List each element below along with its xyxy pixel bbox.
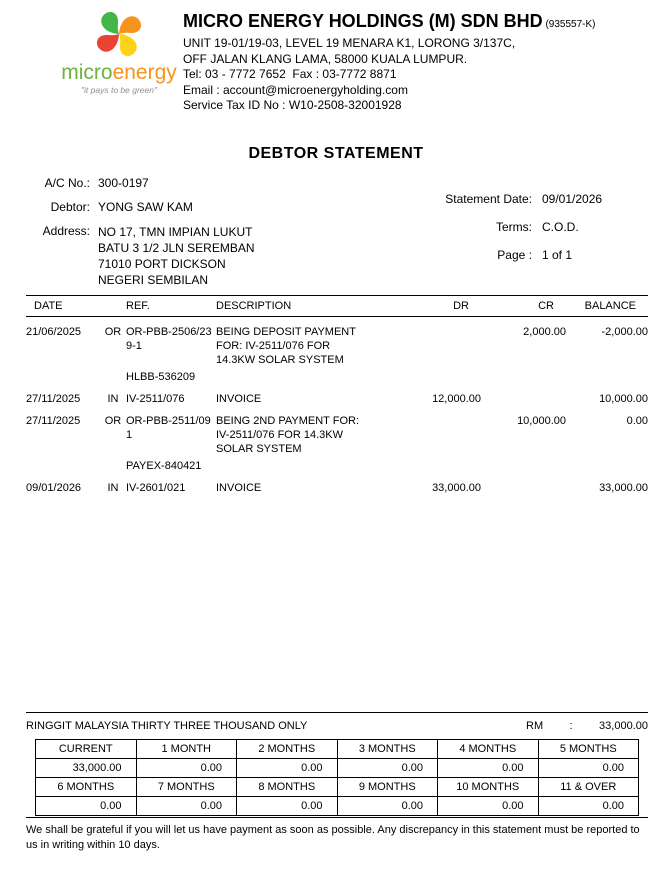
aging-header-cell: 11 & OVER: [538, 778, 639, 797]
aging-value-cell: 0.00: [36, 797, 137, 816]
transaction-rows: [26, 317, 648, 495]
aging-header-row: [36, 778, 639, 797]
address-label: Address:: [42, 224, 90, 238]
company-registration-number: (935557-K): [542, 19, 596, 30]
cell-cr: 2,000.00: [523, 326, 566, 338]
aging-value-cell: 0.00: [438, 797, 539, 816]
debtor-address: [98, 224, 360, 288]
address-line: 71010 PORT DICKSON: [98, 257, 226, 271]
aging-header-cell: 1 MONTH: [136, 740, 237, 759]
table-row: [26, 384, 648, 406]
statement-date-label: Statement Date:: [445, 192, 532, 206]
cell-ref: OR-PBB-2511/091: [126, 415, 211, 441]
aging-table: [35, 739, 639, 816]
debtor-label: Debtor:: [50, 200, 90, 214]
aging-header-cell: 10 MONTHS: [438, 778, 539, 797]
debtor-value: YONG SAW KAM: [98, 200, 193, 214]
aging-value-cell: 0.00: [237, 797, 338, 816]
cell-dr: 33,000.00: [432, 482, 481, 494]
cell-balance: 10,000.00: [599, 393, 648, 405]
aging-value-cell: 0.00: [136, 759, 237, 778]
cell-date: 09/01/2026: [26, 482, 82, 494]
address-line: BATU 3 1/2 JLN SEREMBAN: [98, 241, 255, 255]
aging-header-cell: 4 MONTHS: [438, 740, 539, 759]
transaction-table-header: [26, 295, 648, 317]
header-type: [100, 300, 126, 312]
terms-value: C.O.D.: [542, 220, 579, 234]
aging-value-cell: 0.00: [538, 797, 639, 816]
company-logo: [55, 8, 183, 95]
page-label: Page :: [497, 248, 532, 262]
currency-separator: :: [569, 720, 573, 732]
aging-value-cell: 33,000.00: [36, 759, 137, 778]
company-address-line-2: OFF JALAN KLANG LAMA, 58000 KUALA LUMPUR.: [183, 51, 468, 66]
aging-header-cell: 8 MONTHS: [237, 778, 338, 797]
cell-description: INVOICE: [216, 482, 262, 494]
aging-table-wrap: [35, 739, 639, 816]
cell-type: OR: [104, 415, 122, 427]
cell-description: INVOICE: [216, 393, 262, 405]
cell-type: IN: [107, 482, 119, 494]
aging-value-cell: 0.00: [237, 759, 338, 778]
table-row: [26, 473, 648, 495]
total-amount-group: [526, 720, 648, 732]
company-name: MICRO ENERGY HOLDINGS (M) SDN BHD: [183, 11, 543, 31]
cell-ref: OR-PBB-2506/239-1: [126, 326, 212, 352]
cell-date: 27/11/2025: [26, 415, 81, 427]
amount-summary-line: [26, 713, 648, 732]
address-line: NEGERI SEMBILAN: [98, 273, 209, 287]
ac-no-label: A/C No.:: [44, 176, 90, 190]
company-email: Email : account@microenergyholding.com: [183, 82, 408, 97]
company-address-line-1: UNIT 19-01/19-03, LEVEL 19 MENARA K1, LORONG 3/137C,: [183, 36, 516, 50]
footer-note: We shall be grateful if you will let us have payment as soon as possible. Any discrepancy in this statement must be reported to us in writing within 10 days.: [26, 824, 640, 851]
cell-date: 27/11/2025: [26, 393, 81, 405]
table-row: [26, 406, 648, 473]
logo-word-micro: micro: [61, 61, 113, 84]
aging-value-cell: 0.00: [438, 759, 539, 778]
company-tel-fax: Tel: 03 - 7772 7652 Fax : 03-7772 8871: [183, 67, 397, 81]
cell-balance: 33,000.00: [599, 482, 648, 494]
header-date: DATE: [34, 300, 63, 312]
total-amount: 33,000.00: [599, 720, 648, 732]
cell-balance: -2,000.00: [601, 326, 648, 338]
cell-dr: 12,000.00: [432, 393, 481, 405]
table-row: [26, 317, 648, 384]
company-info: [183, 10, 653, 114]
cell-cr: [481, 392, 566, 406]
cell-ref: IV-2511/076: [126, 393, 185, 405]
aging-header-cell: 3 MONTHS: [337, 740, 438, 759]
logo-tagline: "it pays to be green": [81, 85, 157, 95]
aging-value-row: [36, 797, 639, 816]
cell-description: BEING DEPOSIT PAYMENT FOR: IV-2511/076 FOR 14.3KW SOLAR SYSTEM: [216, 326, 356, 366]
cell-date: 21/06/2025: [26, 326, 82, 338]
aging-header-cell: 5 MONTHS: [538, 740, 639, 759]
statement-info: [400, 192, 650, 262]
aging-value-cell: 0.00: [337, 759, 438, 778]
aging-value-cell: 0.00: [538, 759, 639, 778]
page-title: DEBTOR STATEMENT: [248, 145, 424, 162]
aging-header-row: [36, 740, 639, 759]
header-balance: BALANCE: [584, 300, 636, 312]
currency-label: RM: [526, 720, 544, 732]
debtor-info: [30, 176, 360, 288]
header-description: DESCRIPTION: [216, 300, 292, 312]
bottom-divider: [26, 817, 648, 818]
company-service-tax-id: Service Tax ID No : W10-2508-32001928: [183, 98, 402, 112]
header-cr: CR: [538, 300, 554, 312]
cell-ref-secondary: HLBB-536209: [126, 371, 196, 383]
terms-label: Terms:: [496, 220, 532, 234]
logo-wordmark: [55, 62, 183, 84]
aging-header-cell: 9 MONTHS: [337, 778, 438, 797]
cell-ref: IV-2601/021: [126, 482, 186, 494]
header-dr: DR: [453, 300, 469, 312]
aging-header-cell: 6 MONTHS: [36, 778, 137, 797]
aging-value-row: [36, 759, 639, 778]
ac-no-value: 300-0197: [98, 176, 149, 190]
cell-type: OR: [104, 326, 122, 338]
cell-cr: 10,000.00: [517, 415, 566, 427]
aging-value-cell: 0.00: [337, 797, 438, 816]
logo-word-energy: energy: [112, 61, 177, 84]
page-value: 1 of 1: [542, 248, 573, 262]
cell-ref-secondary: PAYEX-840421: [126, 460, 202, 472]
address-line: NO 17, TMN IMPIAN LUKUT: [98, 225, 253, 239]
aging-header-cell: 2 MONTHS: [237, 740, 338, 759]
cell-dr: [376, 414, 481, 456]
cell-dr: [376, 325, 481, 367]
cell-balance: 0.00: [626, 415, 648, 427]
cell-cr: [481, 481, 566, 495]
cell-type: IN: [107, 393, 119, 405]
transaction-table: [26, 295, 648, 495]
statement-date-value: 09/01/2026: [542, 192, 603, 206]
cell-description: BEING 2ND PAYMENT FOR: IV-2511/076 FOR 14.3KW SOLAR SYSTEM: [216, 415, 360, 455]
aging-header-cell: CURRENT: [36, 740, 137, 759]
header-ref: REF.: [126, 300, 150, 312]
summary-block: [26, 712, 648, 853]
aging-value-cell: 0.00: [136, 797, 237, 816]
amount-in-words: RINGGIT MALAYSIA THIRTY THREE THOUSAND ONLY: [26, 720, 308, 732]
aging-header-cell: 7 MONTHS: [136, 778, 237, 797]
pinwheel-logo-icon: [92, 8, 146, 60]
